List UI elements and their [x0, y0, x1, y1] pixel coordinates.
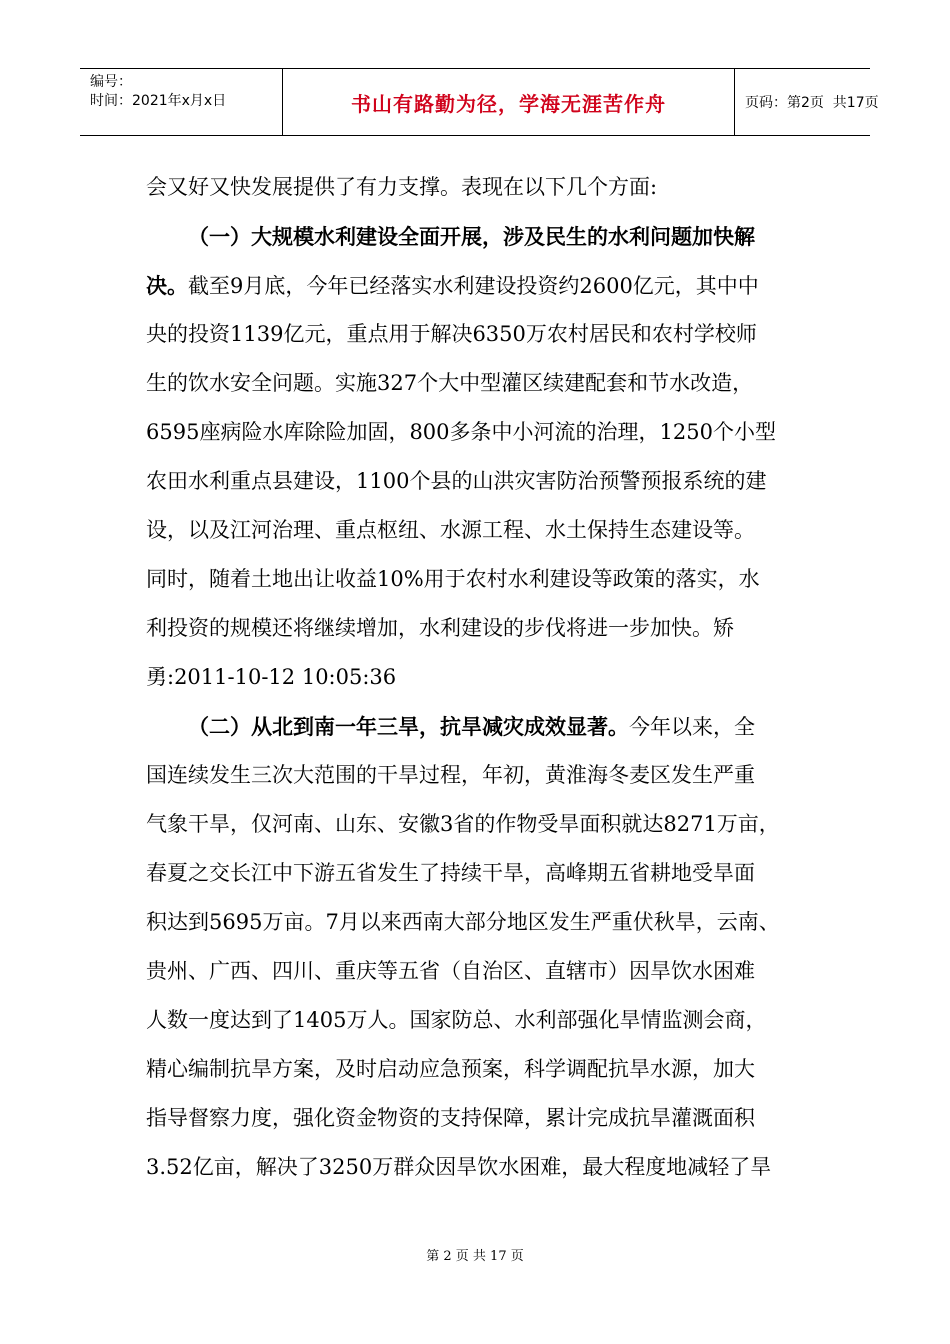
text-line: 精心编制抗旱方案，及时启动应急预案，科学调配抗旱水源，加大 [146, 1057, 755, 1081]
serial-number-label: 编号： [90, 74, 132, 90]
header-page-cell [735, 69, 879, 135]
header-page-number: 页码：第2页 共17页 [745, 95, 879, 111]
text-line: 贵州、广西、四川、重庆等五省（自治区、直辖市）因旱饮水困难 [146, 959, 755, 983]
text-line-timestamp: 勇:2011-10-12 10:05:36 [146, 665, 397, 689]
text-line: 气象干旱，仅河南、山东、安徽3省的作物受旱面积就达8271万亩， [146, 812, 780, 836]
text-line: 设，以及江河治理、重点枢纽、水源工程、水土保持生态建设等。 [146, 518, 755, 542]
date-label: 时间：2021年x月x日 [90, 93, 227, 109]
text-line: 6595座病险水库除险加固，800多条中小河流的治理，1250个小型 [146, 420, 776, 444]
section-heading-2: （二）从北到南一年三旱，抗旱减灾成效显著。今年以来，全 [188, 714, 755, 739]
text-line: 积达到5695万亩。7月以来西南大部分地区发生严重伏秋旱，云南、 [146, 910, 780, 934]
footer-page-number: 第 2 页 共 17 页 [426, 1249, 524, 1264]
page-header [80, 68, 879, 136]
text-line: 利投资的规模还将继续增加，水利建设的步伐将进一步加快。矫 [146, 616, 734, 640]
text-line: 3.52亿亩，解决了3250万群众因旱饮水困难，最大程度地减轻了旱 [146, 1155, 772, 1179]
text-line: 农田水利重点县建设，1100个县的山洪灾害防治预警预报系统的建 [146, 469, 767, 493]
text-line: 央的投资1139亿元，重点用于解决6350万农村居民和农村学校师 [146, 322, 757, 346]
text-line: 决。截至9月底，今年已经落实水利建设投资约2600亿元，其中中 [146, 273, 759, 298]
text-line: 人数一度达到了1405万人。国家防总、水利部强化旱情监测会商， [146, 1008, 767, 1032]
text-line: 指导督察力度，强化资金物资的支持保障，累计完成抗旱灌溉面积 [146, 1106, 755, 1130]
document-body [146, 163, 810, 1192]
page-footer [0, 1245, 950, 1264]
text-line: 春夏之交长江中下游五省发生了持续干旱，高峰期五省耕地受旱面 [146, 861, 755, 885]
text-line: 会又好又快发展提供了有力支撑。表现在以下几个方面: [146, 175, 658, 199]
text-line: 生的饮水安全问题。实施327个大中型灌区续建配套和节水改造， [146, 371, 754, 395]
header-motto: 书山有路勤为径，学海无涯苦作舟 [351, 91, 666, 116]
header-meta [80, 69, 283, 135]
section-heading-1: （一）大规模水利建设全面开展，涉及民生的水利问题加快解 [188, 224, 755, 249]
text-line: 国连续发生三次大范围的干旱过程，年初，黄淮海冬麦区发生严重 [146, 763, 755, 787]
header-motto-cell [283, 69, 735, 135]
text-line: 同时，随着土地出让收益10%用于农村水利建设等政策的落实，水 [146, 567, 760, 591]
